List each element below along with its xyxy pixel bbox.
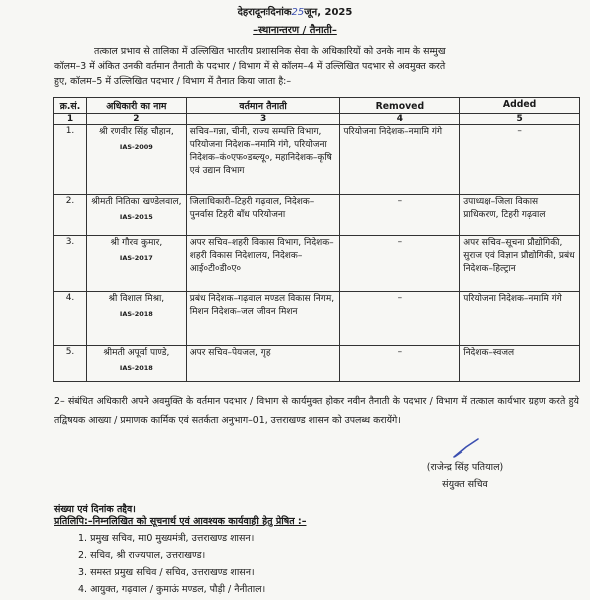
signatory-designation: संयुक्त सचिव [442,479,488,490]
removed-posting: परियोजना निदेशक–नमामि गंगे [340,125,460,195]
removed-posting: – [340,195,460,236]
ias-batch: IAS-2009 [119,143,153,151]
table-row [54,125,580,195]
date-suffix: जून, 2025 [304,7,353,18]
signature-mark [452,437,482,459]
reference-number: संख्या एवं दिनांक तद्दैव। [54,504,136,515]
officer-name: श्री रणवीर सिंह चौहान, [99,127,174,137]
current-posting: सचिव–गन्ना, चीनी, राज्य सम्पत्ति विभाग, परियोजना निदेशक–नमामि गंगे, परियोजना निदेशक–कं०एफ०डब्ल्यू०, महानिदेशक–कृषि एवं उद्यान विभाग [186,125,340,195]
officer-name: श्रीमती अपूर्वा पाण्डे, [103,348,170,358]
column-number-row [54,114,580,125]
instruction-paragraph: 2– संबंधित अधिकारी अपने अवमुक्ति के वर्तमान पदभार / विभाग से कार्यमुक्त होकर नवीन तैनाती के पदभार / विभाग में तत्काल कार्यभार ग्रहण करते हुये तद्विषयक आख्या / प्रमाणक कार्मिक एवं सतर्कता अनुभाग–01, उत्तराखण्ड शासन को उपलब्ध करायेंगे। [54,396,579,426]
officer-name-cell [86,195,186,236]
officer-name: श्रीमती नितिका खण्डेलवाल, [91,197,182,207]
column-number: 5 [460,114,580,125]
table-row [54,346,580,382]
row-sno: 5. [54,346,87,382]
ias-batch: IAS-2017 [119,254,153,262]
ias-batch: IAS-2018 [119,364,153,372]
column-number: 4 [340,114,460,125]
copy-to-heading: प्रतिलिपि:–निम्नलिखित को सूचनार्थ एवं आवश्यक कार्यवाही हेतु प्रेषित :– [54,516,307,527]
copy-to-list [78,530,265,598]
current-posting: अपर सचिव–पेयजल, गृह [186,346,340,382]
handwritten-date: 25 [291,7,305,18]
current-posting: अपर सचिव–शहरी विकास विभाग, निदेशक–शहरी विकास निदेशालय, निदेशक–आई०टी०डी०ए० [186,236,340,292]
removed-posting: – [340,292,460,346]
intro-line: कॉलम–3 में अंकित उनकी वर्तमान तैनाती के पदभार / विभाग में से कॉलम–4 में उल्लिखित पदभार से अवमुक्त करते [54,61,446,72]
row-sno: 1. [54,125,87,195]
officer-name-cell [86,346,186,382]
intro-paragraph [54,44,579,89]
added-posting: परियोजना निदेशक–नमामि गंगे [460,292,580,346]
transfer-table [53,97,580,382]
header-current: वर्तमान तैनाती [186,98,340,114]
row-sno: 3. [54,236,87,292]
header-name: अधिकारी का नाम [86,98,186,114]
header-removed: Removed [340,98,460,114]
subject-heading: –स्थानान्तरण / तैनाती– [253,25,337,36]
intro-line: हुए, कॉलम–5 में उल्लिखित पदभार / विभाग में तैनात किया जाता है:– [54,76,292,87]
officer-name-cell [86,125,186,195]
signature-block [380,459,550,493]
added-posting: उपाध्यक्ष–जिला विकास प्राधिकरण, टिहरी गढ़वाल [460,195,580,236]
current-posting: जिलाधिकारी–टिहरी गढ़वाल, निदेशक–पुनर्वास टिहरी बाँध परियोजना [186,195,340,236]
list-item: 1. प्रमुख सचिव, मा0 मुख्यमंत्री, उत्तराखण्ड शासन। [78,533,255,544]
table-row [54,236,580,292]
date-line [0,4,590,18]
removed-posting: – [340,236,460,292]
signatory-name: (राजेन्द्र सिंह पतियाल) [426,462,504,473]
officer-name: श्री विशाल मिश्रा, [108,294,165,304]
column-number: 2 [86,114,186,125]
added-posting: अपर सचिव–सूचना प्रौद्योगिकी, सुराज एवं विज्ञान प्रौद्योगिकी, प्रबंध निदेशक–हिल्ट्रान [460,236,580,292]
table-header-row [54,98,580,114]
added-posting: – [460,125,580,195]
ias-batch: IAS-2015 [119,213,153,221]
list-item: 4. आयुक्त, गढ़वाल / कुमाऊं मण्डल, पौड़ी / नैनीताल। [78,584,266,595]
removed-posting: – [340,346,460,382]
table-row [54,292,580,346]
officer-name: श्री गौरव कुमार, [110,238,163,248]
officer-name-cell [86,292,186,346]
current-posting: प्रबंध निदेशक–गढ़वाल मण्डल विकास निगम, मिशन निदेशक–जल जीवन मिशन [186,292,340,346]
column-number: 3 [186,114,340,125]
row-sno: 4. [54,292,87,346]
added-posting: निदेशक–स्वजल [460,346,580,382]
ias-batch: IAS-2018 [119,310,153,318]
list-item: 3. समस्त प्रमुख सचिव / सचिव, उत्तराखण्ड शासन। [78,567,255,578]
header-added: Added [460,98,580,114]
column-number: 1 [54,114,87,125]
table-row [54,195,580,236]
intro-line: तत्काल प्रभाव से तालिका में उल्लिखित भारतीय प्रशासनिक सेवा के अधिकारियों को उनके नाम के सम्मुख [94,46,446,57]
date-prefix: देहरादूनःदिनांक [237,7,292,18]
officer-name-cell [86,236,186,292]
list-item: 2. सचिव, श्री राज्यपाल, उत्तराखण्ड। [78,550,206,561]
header-sno: क्र.सं. [54,98,87,114]
row-sno: 2. [54,195,87,236]
